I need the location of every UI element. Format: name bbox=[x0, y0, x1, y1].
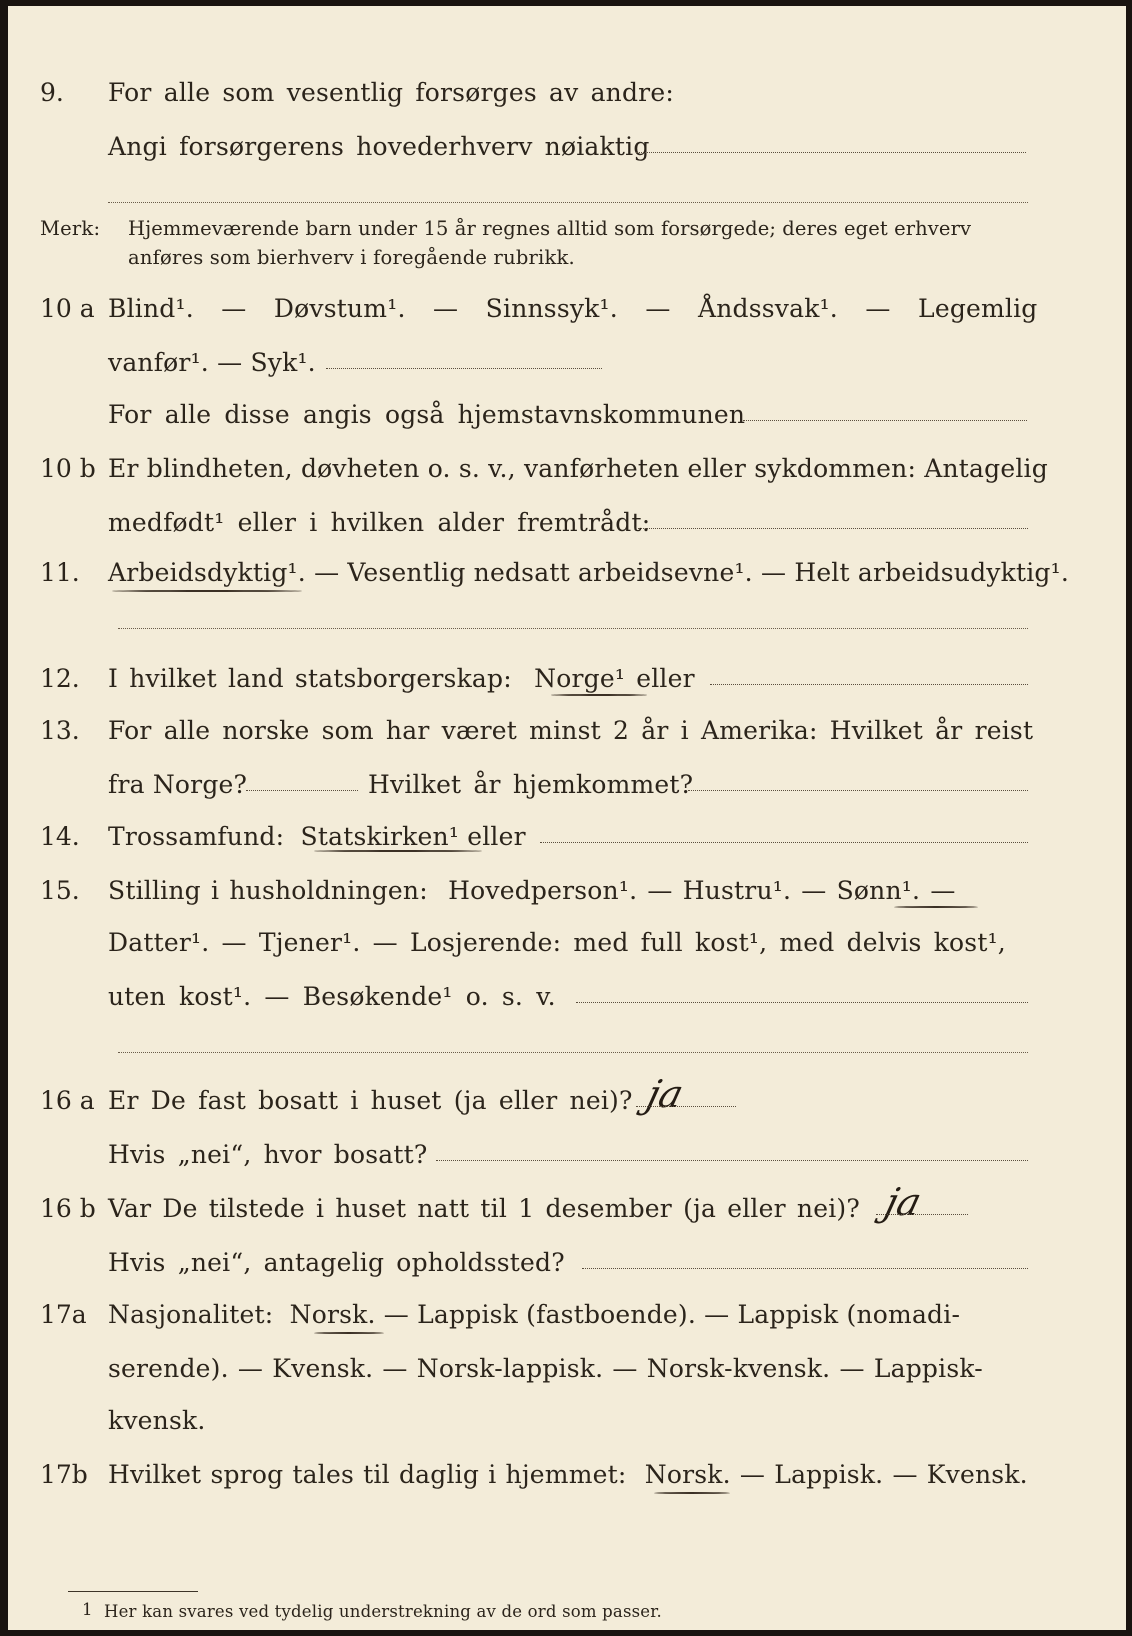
q15-answer-field[interactable] bbox=[576, 1002, 1028, 1003]
q15-continuation-line bbox=[118, 1052, 1028, 1053]
q14-option-statskirken[interactable]: Statskirken¹ bbox=[300, 822, 460, 851]
question-number-15: 15. bbox=[40, 876, 80, 905]
q10b-line1: Er blindheten, døvheten o. s. v., vanførheten eller sykdommen: Antagelig bbox=[108, 454, 1048, 483]
footnote-divider bbox=[68, 1591, 198, 1592]
q13-year-left-label: fra Norge? bbox=[108, 770, 248, 799]
q16a-handwritten-answer: ja bbox=[642, 1072, 688, 1116]
note-line1: Hjemmeværende barn under 15 år regnes alltid som forsørgede; deres eget erhverv bbox=[128, 217, 972, 240]
q17b-question: Hvilket sprog tales til daglig i hjemmet: bbox=[108, 1460, 645, 1489]
q11-option-arbeidsdyktig[interactable]: Arbeidsdyktig¹. bbox=[108, 558, 306, 587]
q9-continuation-line bbox=[108, 202, 1028, 203]
q16b-line2: Hvis „nei“, antagelig opholdssted? bbox=[108, 1248, 565, 1277]
q16b-line1: Var De tilstede i huset natt til 1 desember (ja eller nei)? bbox=[108, 1194, 860, 1223]
q15-line1 bbox=[108, 876, 956, 905]
q17a-line2[interactable]: serende). — Kvensk. — Norsk-lappisk. — Norsk-kvensk. — Lappisk- bbox=[108, 1354, 983, 1383]
question-number-10b: 10 b bbox=[40, 454, 96, 483]
q11-continuation-line bbox=[118, 628, 1028, 629]
q15-line3[interactable]: uten kost¹. — Besøkende¹ o. s. v. bbox=[108, 982, 556, 1011]
q17a-other-options[interactable]: — Lappisk (fastboende). — Lappisk (nomadi- bbox=[375, 1300, 961, 1329]
q15-options[interactable]: Stilling i husholdningen: Hovedperson¹. — Hustru¹. — bbox=[108, 876, 837, 905]
q15-dash: — bbox=[920, 876, 956, 905]
q10b-answer-field[interactable] bbox=[638, 528, 1028, 529]
question-number-16a: 16 a bbox=[40, 1086, 95, 1115]
q12-option-norge[interactable]: Norge¹ bbox=[534, 664, 626, 693]
question-number-13: 13. bbox=[40, 716, 80, 745]
q16a-line1: Er De fast bosatt i huset (ja eller nei)? bbox=[108, 1086, 633, 1115]
q15-line2[interactable]: Datter¹. — Tjener¹. — Losjerende: med full kost¹, med delvis kost¹, bbox=[108, 928, 1006, 957]
q10a-municipality-field[interactable] bbox=[743, 420, 1027, 421]
census-form-page bbox=[8, 6, 1126, 1630]
footnote-text: Her kan svares ved tydelig understrekning av de ord som passer. bbox=[104, 1602, 662, 1621]
question-number-12: 12. bbox=[40, 664, 80, 693]
q14-line bbox=[108, 822, 526, 851]
q15-handwritten-underline bbox=[894, 906, 978, 908]
q12-question: I hvilket land statsborgerskap: bbox=[108, 664, 535, 693]
q17a-handwritten-underline bbox=[314, 1332, 384, 1334]
q10a-answer-field[interactable] bbox=[326, 368, 602, 369]
q16a-line2: Hvis „nei“, hvor bosatt? bbox=[108, 1140, 428, 1169]
q10a-line1: Blind¹. — Døvstum¹. — Sinnssyk¹. — Åndssvak¹. — Legemlig bbox=[108, 294, 1038, 323]
q13-year-returned-label: Hvilket år hjemkommet? bbox=[368, 770, 694, 799]
q16b-stay-field[interactable] bbox=[582, 1268, 1028, 1269]
question-number-16b: 16 b bbox=[40, 1194, 96, 1223]
q10a-line3: For alle disse angis også hjemstavnskommunen bbox=[108, 400, 746, 429]
footnote-mark: 1 bbox=[82, 1600, 93, 1619]
q17a-line1 bbox=[108, 1300, 960, 1329]
q10b-line2: medfødt¹ eller i hvilken alder fremtrådt: bbox=[108, 508, 651, 537]
q11-other-options[interactable]: — Vesentlig nedsatt arbeidsevne¹. — Helt arbeidsudyktig¹. bbox=[305, 558, 1069, 587]
q16b-handwritten-answer: ja bbox=[880, 1180, 926, 1224]
q14-handwritten-underline bbox=[314, 850, 482, 852]
q16a-answer-field[interactable] bbox=[636, 1106, 736, 1107]
q12-answer-field[interactable] bbox=[710, 684, 1028, 685]
q16a-residence-field[interactable] bbox=[436, 1160, 1028, 1161]
q17b-option-norsk[interactable]: Norsk. bbox=[644, 1460, 731, 1489]
q13-line1: For alle norske som har været minst 2 år i Amerika: Hvilket år reist bbox=[108, 716, 1034, 745]
q15-option-sonn[interactable]: Sønn¹. bbox=[836, 876, 921, 905]
q17a-line3[interactable]: kvensk. bbox=[108, 1406, 206, 1435]
q13-year-left-field[interactable] bbox=[246, 790, 358, 791]
q16b-answer-field[interactable] bbox=[876, 1214, 968, 1215]
q17b-line bbox=[108, 1460, 1028, 1489]
q9-line1: For alle som vesentlig forsørges av andre: bbox=[108, 78, 674, 107]
q11-handwritten-underline bbox=[112, 590, 302, 592]
q13-year-returned-field[interactable] bbox=[688, 790, 1028, 791]
note-label: Merk: bbox=[40, 217, 101, 240]
note-line2: anføres som bierhverv i foregående rubrikk. bbox=[128, 246, 575, 269]
q14-eller: eller bbox=[459, 822, 526, 851]
q17a-option-norsk[interactable]: Norsk. bbox=[289, 1300, 376, 1329]
q12-handwritten-underline bbox=[551, 694, 647, 696]
question-number-10a: 10 a bbox=[40, 294, 95, 323]
question-number-14: 14. bbox=[40, 822, 80, 851]
question-number-17a: 17a bbox=[40, 1300, 87, 1329]
question-number-11: 11. bbox=[40, 558, 80, 587]
q14-answer-field[interactable] bbox=[540, 842, 1028, 843]
q9-line2: Angi forsørgerens hovederhverv nøiaktig bbox=[108, 132, 650, 161]
q14-question: Trossamfund: bbox=[108, 822, 301, 851]
q17a-question: Nasjonalitet: bbox=[108, 1300, 290, 1329]
q11-options bbox=[108, 558, 1069, 587]
q17b-handwritten-underline bbox=[654, 1492, 730, 1494]
question-number-17b: 17b bbox=[40, 1460, 88, 1489]
q17b-other-options[interactable]: — Lappisk. — Kvensk. bbox=[730, 1460, 1028, 1489]
question-number-9: 9. bbox=[40, 78, 64, 107]
q12-line bbox=[108, 664, 695, 693]
q12-eller: eller bbox=[625, 664, 695, 693]
q9-answer-field[interactable] bbox=[636, 152, 1026, 153]
q10a-line2: vanfør¹. — Syk¹. bbox=[108, 348, 316, 377]
